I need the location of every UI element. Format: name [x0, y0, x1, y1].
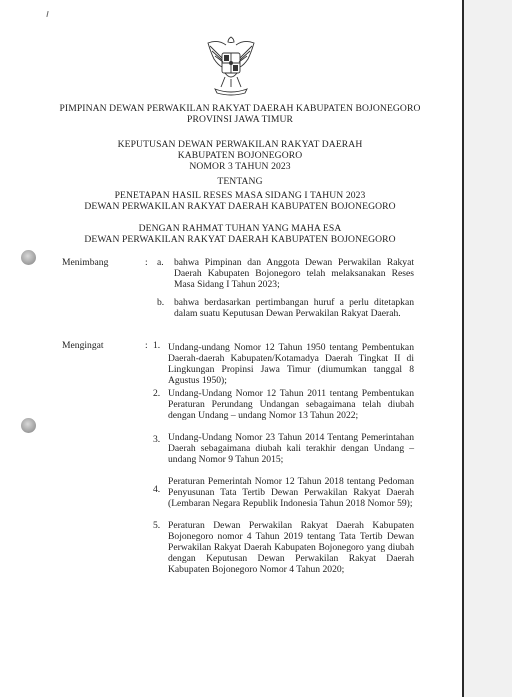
punch-hole-bottom: [21, 418, 36, 433]
decision-subject-1: PENETAPAN HASIL RESES MASA SIDANG I TAHUN 2023: [114, 190, 366, 201]
header-line-1: PIMPINAN DEWAN PERWAKILAN RAKYAT DAERAH KABUPATEN BOJONEGORO: [59, 103, 421, 114]
considering-item-a: bahwa Pimpinan dan Anggota Dewan Perwakilan Rakyat Daerah Kabupaten Bojonegoro telah melaksanakan Reses Masa Sidang I Tahun 2023;: [174, 257, 414, 290]
decision-title-2: KABUPATEN BOJONEGORO: [177, 150, 303, 161]
decision-title-1: KEPUTUSAN DEWAN PERWAKILAN RAKYAT DAERAH: [117, 139, 363, 150]
remembering-item-2-marker: 2.: [153, 388, 161, 399]
remembering-item-5-marker: 5.: [153, 520, 161, 531]
considering-colon: :: [145, 257, 148, 268]
remembering-label: Mengingat: [62, 340, 104, 351]
punch-hole-top: [21, 250, 36, 265]
considering-item-b-marker: b.: [157, 297, 165, 308]
header-line-2: PROVINSI JAWA TIMUR: [187, 114, 293, 125]
page-mark: [46, 11, 48, 17]
decision-about: TENTANG: [217, 176, 263, 187]
viewer-background: [464, 0, 512, 697]
decision-subject-2: DEWAN PERWAKILAN RAKYAT DAERAH KABUPATEN BOJONEGORO: [84, 201, 396, 212]
remembering-item-1-marker: 1.: [153, 340, 161, 351]
remembering-item-1: Undang-undang Nomor 12 Tahun 1950 tentang Pembentukan Daerah-daerah Kabupaten/Kotamadya Daerah Tingkat II di Lingkungan Propinsi Jawa Timur (diumumkan tanggal 8 Agustus 1950);: [168, 342, 414, 386]
considering-item-b: bahwa berdasarkan pertimbangan huruf a perlu ditetapkan dalam suatu Keputusan Dewan Perwakilan Rakyat Daerah.: [174, 297, 414, 319]
remembering-colon: :: [145, 340, 148, 351]
considering-item-a-marker: a.: [157, 257, 164, 268]
garuda-emblem-icon: [203, 33, 259, 99]
grace-line-2: DEWAN PERWAKILAN RAKYAT DAERAH KABUPATEN BOJONEGORO: [84, 234, 396, 245]
remembering-item-2: Undang-Undang Nomor 12 Tahun 2011 tentang Pembentukan Peraturan Perundang Undangan sebagaimana telah diubah dengan Undang – undang Nomor 13 Tahun 2022;: [168, 388, 414, 421]
remembering-item-4: Peraturan Pemerintah Nomor 12 Tahun 2018 tentang Pedoman Penyusunan Tata Tertib Dewan Perwakilan Rakyat Daerah (Lembaran Negara Republik Indonesia Tahun 2018 Nomor 59);: [168, 476, 414, 509]
remembering-item-5: Peraturan Dewan Perwakilan Rakyat Daerah Kabupaten Bojonegoro nomor 4 Tahun 2019 tentang Tata Tertib Dewan Perwakilan Rakyat Daerah Kabupaten Bojonegoro yang diubah dengan Keputusan Dewan Perwakilan Rakyat Daerah Kabupaten Bojonegoro Nomor 4 Tahun 2020;: [168, 520, 414, 575]
remembering-item-3-marker: 3.: [153, 434, 161, 445]
grace-line-1: DENGAN RAHMAT TUHAN YANG MAHA ESA: [138, 223, 342, 234]
decision-number: NOMOR 3 TAHUN 2023: [189, 161, 291, 172]
considering-label: Menimbang: [62, 257, 109, 268]
remembering-item-3: Undang-Undang Nomor 23 Tahun 2014 Tentang Pemerintahan Daerah sebagaimana diubah kali terakhir dengan Undang – undang Nomor 9 Tahun 2015;: [168, 432, 414, 465]
remembering-item-4-marker: 4.: [153, 484, 161, 495]
